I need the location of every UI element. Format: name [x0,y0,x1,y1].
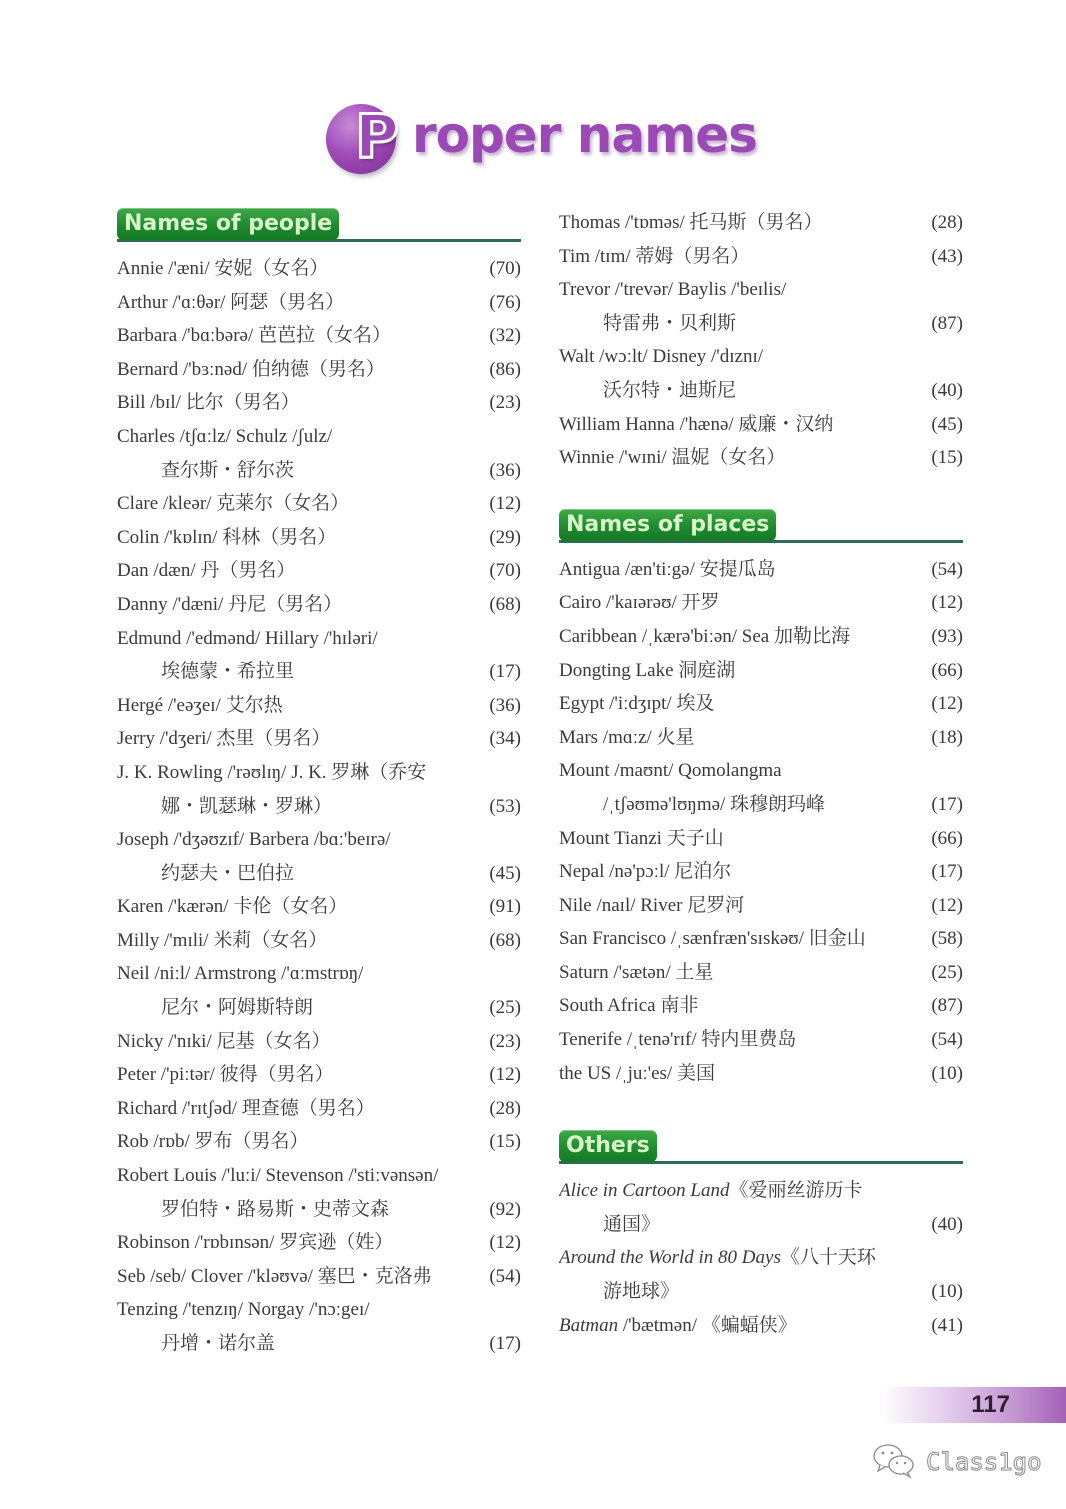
index-entry [117,722,521,756]
index-entry [117,823,521,890]
entry-translation: 埃德蒙・希拉里 [161,661,295,683]
entry-page-ref: (87) [931,312,963,334]
entry-term: Rob /rɒb/ 罗布（男名） [117,1131,309,1153]
entry-term: Thomas /'tɒməs/ 托马斯（男名） [559,212,823,233]
entry-term: San Francisco /ˌsænfræn'sɪskəʊ/ 旧金山 [559,928,866,950]
entry-translation: 沃尔特・迪斯尼 [603,379,737,401]
index-entry [559,620,963,654]
entry-title-italic: Batman [559,1314,619,1336]
section-heading-people [117,208,521,242]
entry-term: Karen /'kærən/ 卡伦（女名） [117,896,348,918]
index-entry [117,252,521,286]
entry-page-ref: (93) [931,625,963,647]
index-entry [559,340,963,407]
watermark-text: Class1go [926,1448,1042,1476]
entry-term: Tenzing /'tenzɪŋ/ Norgay /'nɔːgeɪ/ [117,1299,370,1321]
entry-term: Clare /kleər/ 克莱尔（女名） [117,493,350,515]
entry-translation: 丹增・诺尔盖 [161,1333,276,1354]
entry-page-ref: (36) [489,694,521,716]
entry-page-ref: (15) [489,1131,521,1153]
index-entry [117,1293,521,1360]
entry-translation: 查尔斯・舒尔茨 [161,459,295,481]
index-entry [559,922,963,956]
index-entry [559,206,963,240]
entry-term: Antigua /æn'tiːgə/ 安提瓜岛 [559,558,776,580]
entry-term: Bill /bɪl/ 比尔（男名） [117,392,300,414]
index-entry [117,622,521,689]
entry-page-ref: (12) [489,1232,521,1254]
entry-term: Milly /'mɪli/ 米莉（女名） [117,929,328,951]
index-entry [117,924,521,958]
entry-translation: 通国》 [603,1213,661,1235]
index-entry [117,1260,521,1294]
entry-page-ref: (29) [489,526,521,548]
people-list [117,252,521,1361]
entry-term: Mars /mɑːz/ 火星 [559,726,695,748]
section-badge: Names of people [117,208,339,240]
entry-page-ref: (70) [489,258,521,279]
entry-term: William Hanna /'hænə/ 威廉・汉纳 [559,413,834,435]
entry-page-ref: (15) [931,447,963,469]
index-entry [117,1226,521,1260]
entry-term: Dongting Lake 洞庭湖 [559,659,736,681]
entry-term: Barbara /'bɑːbərə/ 芭芭拉（女名） [117,325,392,347]
entry-page-ref: (40) [931,379,963,401]
entry-term: Tim /tɪm/ 蒂姆（男名） [559,245,750,267]
entry-term: Nile /naɪl/ River 尼罗河 [559,894,745,916]
entry-term: Nepal /nə'pɔːl/ 尼泊尔 [559,861,732,883]
entry-translation: /ˌtʃəʊmə'lʊŋmə/ 珠穆朗玛峰 [603,793,826,815]
section-heading-others [559,1130,963,1164]
index-entry [117,1159,521,1226]
index-entry [559,1057,963,1091]
people-list-continued [559,206,963,475]
index-entry [117,487,521,521]
entry-page-ref: (18) [931,726,963,748]
entry-translation: 娜・凯瑟琳・罗琳） [161,795,333,817]
entry-page-ref: (12) [931,894,963,916]
entry-page-ref: (68) [489,929,521,951]
entry-term: Peter /'piːtər/ 彼得（男名） [117,1064,334,1086]
entry-page-ref: (23) [489,1030,521,1052]
entry-translation: 游地球》 [603,1281,680,1303]
entry-page-ref: (91) [489,896,521,918]
entry-page-ref: (68) [489,593,521,615]
section-heading-places [559,509,963,543]
entry-page-ref: (45) [931,413,963,435]
entry-term: the US /ˌjuː'es/ 美国 [559,1062,715,1084]
entry-term: Hergé /'eəʒeɪ/ 艾尔热 [117,694,283,716]
entry-page-ref: (28) [931,212,963,233]
entry-term: Tenerife /ˌtenə'rɪf/ 特内里费岛 [559,1029,797,1051]
index-entry [117,353,521,387]
section-badge: Others [559,1130,657,1162]
entry-page-ref: (17) [931,861,963,883]
entry-page-ref: (34) [489,728,521,750]
title-initial: P [355,102,399,172]
page-number: 117 [971,1391,1010,1418]
index-entry [117,689,521,723]
entry-term: Mount Tianzi 天子山 [559,827,724,849]
entry-page-ref: (12) [489,493,521,515]
entry-term: Trevor /'trevər/ Baylis /'beɪlis/ [559,279,787,301]
index-entry [117,890,521,924]
index-entry [117,1058,521,1092]
left-column [117,208,521,1361]
entry-term: Neil /niːl/ Armstrong /'ɑːmstrɒŋ/ [117,963,364,985]
entry-term: Colin /'kɒlɪn/ 科林（男名） [117,526,337,548]
entry-term: Joseph /'dʒəʊzɪf/ Barbera /bɑː'beɪrə/ [117,829,391,851]
entry-title-italic: Around the World in 80 Days [559,1247,781,1269]
entry-page-ref: (53) [489,795,521,817]
entry-term: 《八十天环 [780,1247,876,1269]
index-entry [559,1241,963,1308]
index-entry [117,1125,521,1159]
entry-page-ref: (10) [931,1062,963,1084]
index-entry [117,420,521,487]
entry-term: Egypt /'iːdʒɪpt/ 埃及 [559,693,715,715]
entry-page-ref: (17) [489,1333,521,1354]
entry-page-ref: (43) [931,245,963,267]
entry-term: Dan /dæn/ 丹（男名） [117,560,296,582]
entry-page-ref: (32) [489,325,521,347]
index-entry [117,319,521,353]
entry-term: Saturn /'sætən/ 土星 [559,961,714,983]
entry-page-ref: (25) [931,961,963,983]
index-entry [559,754,963,821]
index-entry [117,588,521,622]
entry-page-ref: (66) [931,659,963,681]
entry-page-ref: (28) [489,1097,521,1119]
entry-page-ref: (23) [489,392,521,414]
entry-term: J. K. Rowling /'rəʊlɪŋ/ J. K. 罗琳（乔安 [117,761,427,783]
entry-page-ref: (41) [931,1314,963,1336]
entry-translation: 尼尔・阿姆斯特朗 [161,997,314,1019]
index-entry [117,386,521,420]
index-entry [559,1023,963,1057]
entry-term: Annie /'æni/ 安妮（女名） [117,258,329,279]
index-entry [559,822,963,856]
index-entry [559,441,963,475]
page-number-bar [880,1387,1066,1423]
page-title [326,100,757,178]
index-entry [117,1092,521,1126]
watermark [870,1440,1042,1484]
index-entry [117,957,521,1024]
entry-page-ref: (70) [489,560,521,582]
index-entry [117,1025,521,1059]
entry-term: Robinson /'rɒbɪnsən/ 罗宾逊（姓） [117,1232,394,1254]
entry-term: Jerry /'dʒeri/ 杰里（男名） [117,728,331,750]
entry-translation: 特雷弗・贝利斯 [603,312,737,334]
index-entry [559,273,963,340]
entry-page-ref: (76) [489,291,521,313]
right-column [559,206,963,1342]
entry-page-ref: (66) [931,827,963,849]
index-entry [559,721,963,755]
entry-term: Bernard /'bɜːnəd/ 伯纳德（男名） [117,358,385,380]
entry-term: 《爱丽丝游历卡 [729,1180,863,1202]
entry-page-ref: (45) [489,862,521,884]
entry-page-ref: (54) [931,558,963,580]
index-entry [117,756,521,823]
entry-page-ref: (54) [489,1265,521,1287]
entry-term: Edmund /'edmənd/ Hillary /'hɪləri/ [117,627,378,649]
section-badge: Names of places [559,509,776,541]
index-entry [559,889,963,923]
entry-page-ref: (36) [489,459,521,481]
places-list [559,553,963,1091]
entry-term: Mount /maʊnt/ Qomolangma [559,760,782,782]
entry-term: /'bætmən/ 《蝙蝠侠》 [618,1314,797,1336]
entry-term: Charles /tʃɑːlz/ Schulz /ʃulz/ [117,425,333,447]
title-badge-circle [326,102,399,174]
entry-term: South Africa 南非 [559,995,699,1017]
entry-term: Walt /wɔːlt/ Disney /'dɪznɪ/ [559,346,763,368]
entry-translation: 罗伯特・路易斯・史蒂文森 [161,1198,390,1220]
index-entry [559,956,963,990]
entry-page-ref: (12) [489,1064,521,1086]
index-entry [559,1309,963,1343]
entry-page-ref: (87) [931,995,963,1017]
entry-page-ref: (12) [931,693,963,715]
entry-page-ref: (58) [931,928,963,950]
entry-title-italic: Alice in Cartoon Land [559,1180,730,1202]
entry-term: Arthur /'ɑːθər/ 阿瑟（男名） [117,291,345,313]
entry-page-ref: (17) [931,793,963,815]
entry-term: Robert Louis /'luːi/ Stevenson /'stiːvənsən/ [117,1165,439,1187]
entry-page-ref: (54) [931,1029,963,1051]
entry-term: Winnie /'wɪni/ 温妮（女名） [559,447,786,469]
index-entry [559,654,963,688]
index-entry [117,554,521,588]
others-list [559,1174,963,1342]
entry-term: Richard /'rɪtʃəd/ 理查德（男名） [117,1097,375,1119]
index-entry [559,586,963,620]
index-entry [559,855,963,889]
entry-page-ref: (17) [489,661,521,683]
index-entry [559,553,963,587]
entry-page-ref: (10) [931,1281,963,1303]
entry-term: Caribbean /ˌkærə'biːən/ Sea 加勒比海 [559,625,850,647]
entry-page-ref: (12) [931,592,963,614]
index-entry [559,240,963,274]
wechat-icon [870,1440,918,1485]
entry-page-ref: (86) [489,358,521,380]
entry-page-ref: (25) [489,997,521,1019]
index-entry [559,687,963,721]
entry-term: Danny /'dæni/ 丹尼（男名） [117,593,343,615]
index-entry [559,989,963,1023]
entry-term: Nicky /'nɪki/ 尼基（女名） [117,1030,331,1052]
title-text: roper names [412,106,757,164]
index-entry [117,521,521,555]
entry-page-ref: (40) [931,1213,963,1235]
entry-term: Seb /seb/ Clover /'kləʊvə/ 塞巴・克洛弗 [117,1265,432,1287]
index-entry [117,286,521,320]
index-entry [559,1174,963,1241]
entry-page-ref: (92) [489,1198,521,1220]
entry-term: Cairo /'kaɪərəʊ/ 开罗 [559,592,720,614]
entry-translation: 约瑟夫・巴伯拉 [161,862,295,884]
index-entry [559,408,963,442]
